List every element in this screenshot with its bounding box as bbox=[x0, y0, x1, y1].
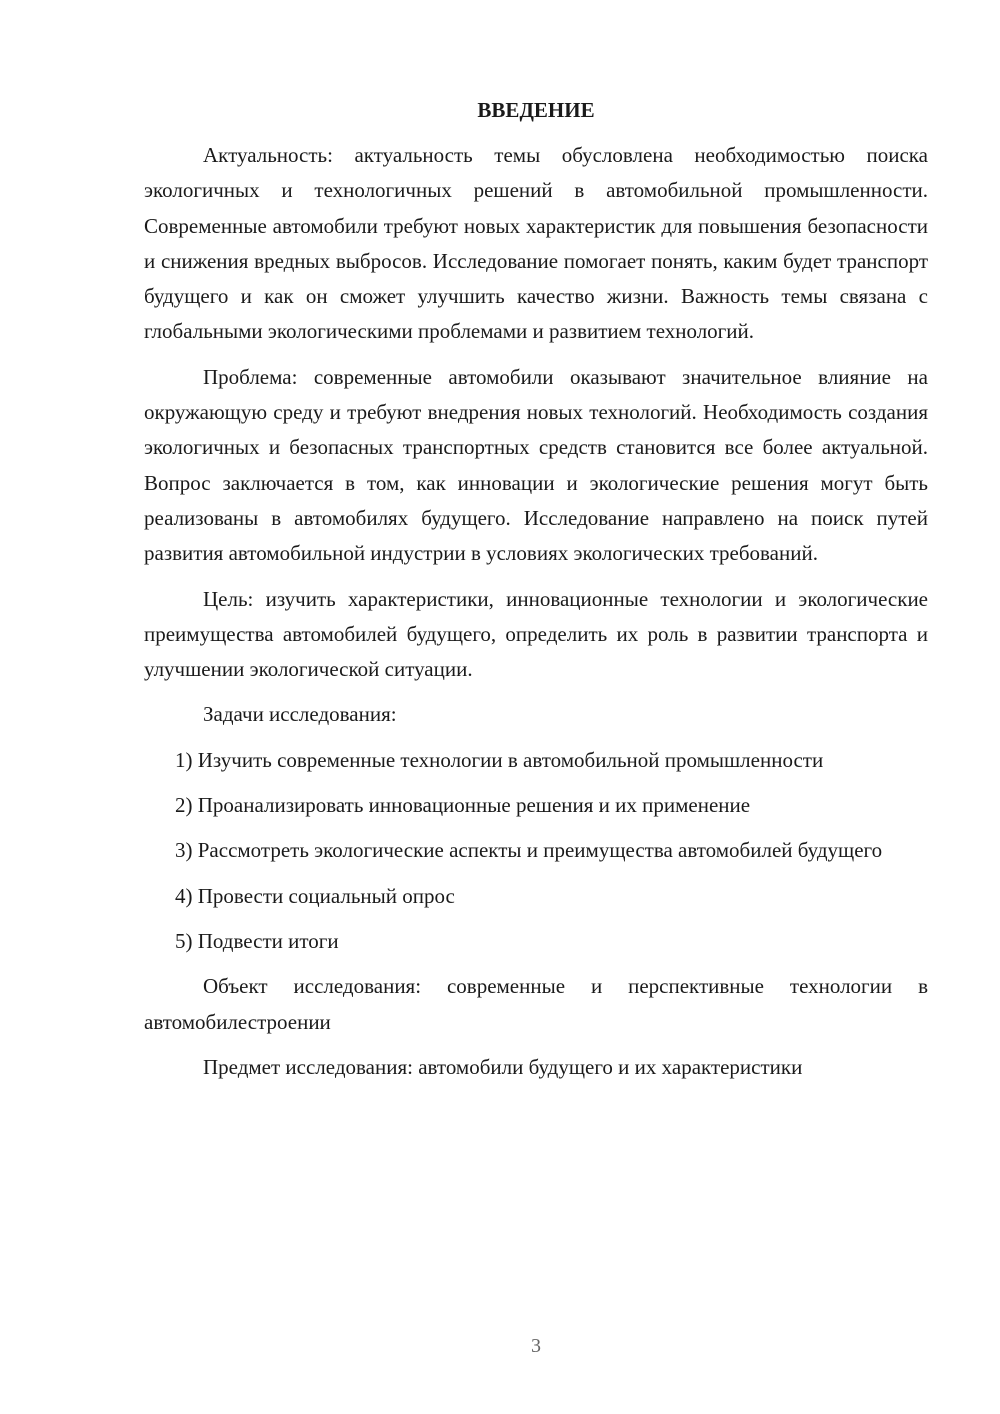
research-object-paragraph: Объект исследования: современные и перспективные технологии в автомобилестроении bbox=[144, 974, 928, 1034]
task-item-2: 2) Проанализировать инновационные решения и их применение bbox=[175, 793, 751, 818]
relevance-paragraph: Актуальность: актуальность темы обусловлена необходимостью поиска экологичных и технологичных решений в автомобильной промышленности. Современные автомобили требуют новых характеристик для повышения безопасности и снижения вредных выбросов. Исследование помогает понять, каким будет транспорт будущего и как он сможет улучшить качество жизни. Важность темы связана с глобальными экологическими проблемами и развитием технологий. bbox=[144, 143, 928, 344]
problem-paragraph: Проблема: современные автомобили оказывают значительное влияние на окружающую среду и требуют внедрения новых технологий. Необходимость создания экологичных и безопасных транспортных средств становится все более актуальной. Вопрос заключается в том, как инновации и экологические решения могут быть реализованы в автомобилях будущего. Исследование направлено на поиск путей развития автомобильной индустрии в условиях экологических требований. bbox=[144, 364, 928, 566]
task-item-4: 4) Провести социальный опрос bbox=[175, 883, 455, 908]
research-subject-paragraph: Предмет исследования: автомобили будущего и их характеристики bbox=[203, 1054, 803, 1079]
task-item-5: 5) Подвести итоги bbox=[175, 928, 339, 953]
page-title: ВВЕДЕНИЕ bbox=[477, 98, 595, 122]
goal-paragraph: Цель: изучить характеристики, инновационные технологии и экологические преимущества автомобилей будущего, определить их роль в развитии транспорта и улучшении экологической ситуации. bbox=[144, 586, 928, 682]
tasks-heading: Задачи исследования: bbox=[203, 702, 397, 727]
task-item-3: 3) Рассмотреть экологические аспекты и преимущества автомобилей будущего bbox=[175, 838, 883, 863]
task-item-1: 1) Изучить современные технологии в автомобильной промышленности bbox=[175, 747, 824, 772]
page-content bbox=[144, 93, 928, 1085]
page-number: 3 bbox=[531, 1335, 541, 1357]
